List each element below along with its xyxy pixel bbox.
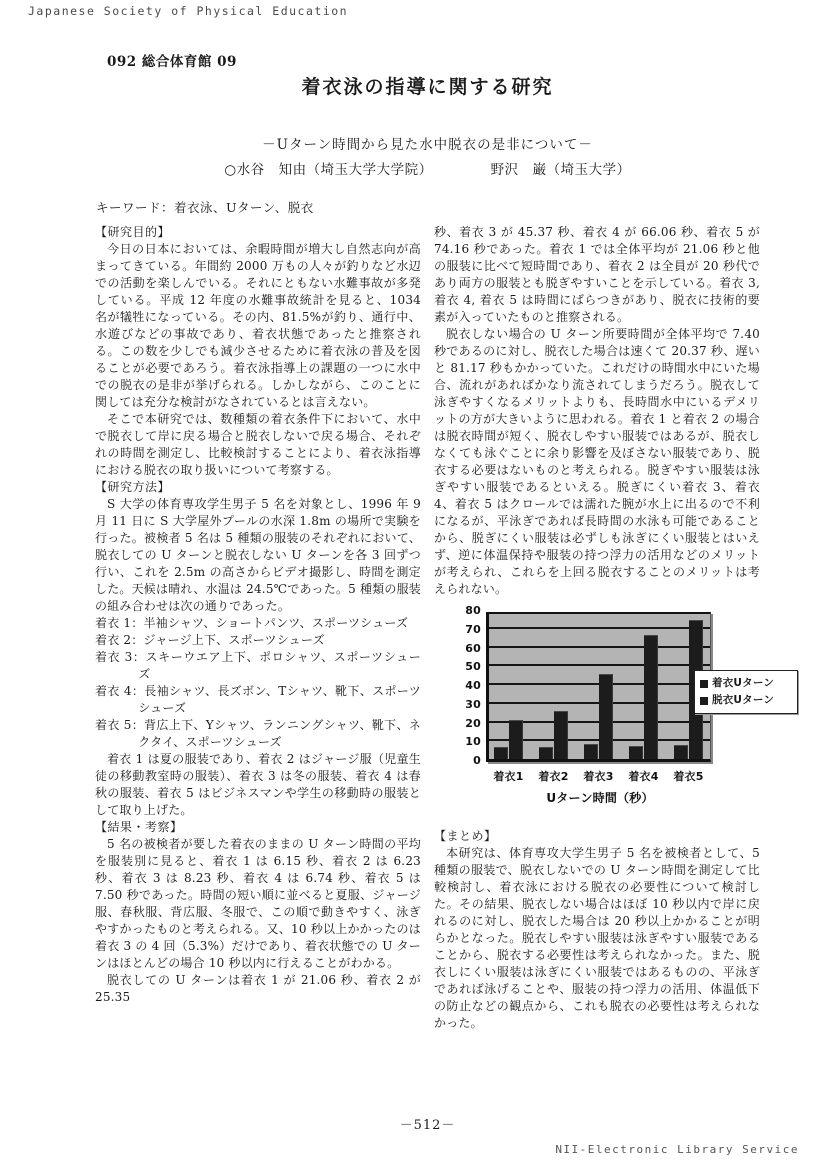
- chart-x-axis-title: Uターン時間（秒）: [546, 791, 654, 805]
- gridline: [489, 627, 710, 629]
- gridline: [489, 646, 710, 648]
- paragraph: 着衣 1 は夏の服装であり、着衣 2 はジャージ服（児童生徒の移動教室時の服装）、着衣 3 は冬の服装、着衣 4 は春秋の服装、着衣 5 はビジネスマンや学生の移動時の服装として取り上げた。: [95, 752, 421, 817]
- y-tick-label: 70: [465, 622, 481, 636]
- y-tick-label: 50: [465, 660, 481, 674]
- section-heading-purpose: 【研究目的】: [95, 225, 171, 239]
- chart-bar: [629, 746, 643, 759]
- clothing-item-4: 着衣 4：長袖シャツ、長ズボン、Tシャツ、靴下、スポーツシューズ: [95, 684, 421, 715]
- legend-label: 着衣Uターン: [712, 677, 775, 689]
- y-tick-label: 40: [465, 679, 481, 692]
- y-tick-label: 80: [465, 604, 481, 617]
- x-category-label: 着衣2: [538, 770, 569, 783]
- paper-title: 着衣泳の指導に関する研究: [301, 76, 554, 98]
- legend-label: 脱衣Uターン: [712, 694, 775, 706]
- top-watermark: Japanese Society of Physical Education: [28, 4, 349, 18]
- left-column: [95, 224, 421, 1032]
- paragraph: 今日の日本においては、余暇時間が増大し自然志向が高まってきている。年間約 2000 万もの人々が釣りなど水辺での活動を楽しんでいる。それにともない水難事故が多発している。平成 12 年度の水難事故統計を見ると、1034 名が犠牲になっている。その内、81.5%が釣り、通行中、水遊びなどの事故であり、着衣状態であったと推察される。この数を少しでも減少させるために着衣泳の普及を図ることが必要であろう。着衣泳指導上の課題の一つに水中での脱衣の是非が挙げられる。しかしながら、このことに関しては充分な検討がなされているとは言えない。: [95, 242, 421, 409]
- legend-marker-icon: [700, 697, 708, 705]
- chart-x-categories: [486, 768, 714, 785]
- x-category-label: 着衣5: [673, 770, 704, 783]
- section-heading-results: 【結果・考察】: [95, 820, 183, 834]
- page-number: －512－: [399, 1118, 456, 1133]
- x-category-label: 着衣1: [493, 770, 524, 783]
- keywords-line: キーワード：着衣泳、Uターン、脱衣: [96, 200, 314, 215]
- clothing-item-3: 着衣 3：スキーウエア上下、ポロシャツ、スポーツシューズ: [95, 650, 421, 681]
- y-tick-label: 0: [473, 754, 481, 767]
- chart-inner: [458, 604, 775, 767]
- author-2: 野沢 巌（埼玉大学）: [490, 162, 631, 178]
- right-column: [434, 224, 775, 1032]
- session-code: 092 総合体育館 09: [107, 54, 237, 70]
- y-tick-label: 60: [465, 641, 481, 655]
- chart-bar: [584, 744, 598, 759]
- chart-bar: [674, 745, 688, 759]
- legend-item: [700, 675, 792, 692]
- y-tick-label: 30: [465, 697, 481, 711]
- clothing-item-5: 着衣 5：背広上下、Yシャツ、ランニングシャツ、靴下、ネクタイ、スポーツシューズ: [95, 718, 421, 749]
- paragraph: 本研究は、体育専攻大学生男子 5 名を被検者として、5 種類の服装で、脱衣しないでの U ターン時間を測定して比較検討し、着衣泳における脱衣の必要性について検討した。その結果、脱衣しない場合はほぼ 10 秒以内で岸に戻れるのに対し、脱衣した場合は 20 秒以上かかることが明らかとなった。脱衣しやすい服装は泳ぎやすい服装であることから、脱衣する必要性は考えられなかった。また、脱衣しにくい服装は泳ぎにくい服装ではあるものの、平泳ぎであれば泳げることや、服装の持つ浮力の活用、体温低下の防止などの観点から、これも脱衣の必要性は考えられなかった。: [434, 846, 760, 1030]
- author-line: [95, 158, 760, 178]
- legend-item: [700, 692, 792, 709]
- gridline: [489, 664, 710, 666]
- y-tick-label: 20: [465, 716, 481, 730]
- body-columns: [95, 224, 775, 1032]
- chart-bar: [509, 720, 523, 759]
- paper-header: [95, 72, 760, 153]
- chart-legend: [694, 670, 798, 714]
- x-category-label: 着衣4: [628, 770, 659, 783]
- x-category-label: 着衣3: [583, 770, 614, 783]
- clothing-item-1: 着衣 1：半袖シャツ、ショートパンツ、スポーツシューズ: [95, 616, 409, 630]
- paragraph: 脱衣しない場合の U ターン所要時間が全体平均で 7.40 秒であるのに対し、脱衣した場合は速くて 20.37 秒、遅いと 81.17 秒もかかっていた。これだけの時間水中にいた場合、流れがあればかなり流されてしまうだろう。脱衣して泳ぎやすくなるメリットよりも、長時間水中にいるデメリットの方が大きいように思われる。着衣 1 と着衣 2 の場合は脱衣時間が短く、脱衣しやすい服装ではあるが、脱衣しなくても泳ぐことに余り影響を及ぼさない服装であり、脱衣する必要はないものと考えられる。脱ぎやすい服装は泳ぎやすい服装であるといえる。脱ぎにくい着衣 3、着衣 4、着衣 5 はクロールでは濡れた腕が水上に出るので不利になるが、平泳ぎであれば長時間の水泳も可能であることから、脱ぎにくい服装は必ずしも泳ぎにくい服装とはいえず、逆に体温保持や服装の持つ浮力の活用などのメリットが考えられ、これらを上回る脱衣することのメリットは考えられない。: [434, 327, 760, 596]
- chart-bar: [539, 747, 553, 759]
- paper-subtitle: －Uターン時間から見た水中脱衣の是非について－: [262, 137, 593, 153]
- author-1: ○水谷 知由（埼玉大学大学院）: [224, 162, 433, 178]
- paragraph: S 大学の体育専攻学生男子 5 名を対象とし、1996 年 9 月 11 日に S 大学屋外プールの水深 1.8m の場所で実験を行った。被検者 5 名は 5 種類の服装のそれぞれにおいて、脱衣しての U ターンと脱衣しない U ターンを各 3 回ずつ行い、これを 2.5m の高さからビデオ撮影し、時間を測定した。天候は晴れ、水温は 24.5℃であった。5 種類の服装の組み合わせは次の通りであった。: [95, 497, 422, 613]
- chart-bar: [554, 711, 568, 759]
- chart-bar: [644, 635, 658, 759]
- paragraph: 脱衣しての U ターンは着衣 1 が 21.06 秒、着衣 2 が 25.35: [95, 973, 421, 1004]
- section-heading-method: 【研究方法】: [95, 480, 171, 494]
- section-heading-summary: 【まとめ】: [434, 829, 497, 843]
- y-tick-label: 10: [465, 735, 481, 749]
- chart-y-axis: [458, 604, 484, 767]
- paragraph: 秒、着衣 3 が 45.37 秒、着衣 4 が 66.06 秒、着衣 5 が 74.16 秒であった。着衣 1 では全体平均が 21.06 秒と他の服装に比べて短時間であり、着衣 2 は全員が 20 秒代であり両方の服装とも脱ぎやすいことを示している。着衣 3, 着衣 4, 着衣 5 は時間にばらつきがあり、脱衣に技術的要素が入っていたものと推察される。: [434, 225, 760, 324]
- chart-bar: [599, 674, 613, 759]
- bottom-watermark: NII-Electronic Library Service: [555, 1143, 799, 1156]
- uturn-time-chart: [458, 604, 775, 818]
- paragraph: 5 名の被検者が要した着衣のままの U ターン時間の平均を服装別に見ると、着衣 1 は 6.15 秒、着衣 2 は 6.23 秒、着衣 3 は 8.23 秒、着衣 4 は 6.74 秒、着衣 5 は 7.50 秒であった。時間の短い順に並べると夏服、ジャージ服、春秋服、背広服、冬服で、この順で動きやすく、泳ぎやすかったものと考えられる。又、10 秒以上かかったのは着衣 3 の 4 回（5.3%）だけであり、着衣状態での U ターンはほとんどの場合 10 秒以内に行えることがわかる。: [95, 837, 421, 970]
- chart-bar: [494, 747, 508, 759]
- paragraph: そこで本研究では、数種類の着衣条件下において、水中で脱衣して岸に戻る場合と脱衣しないで戻る場合、それぞれの時間を測定し、比較検討することにより、着衣泳指導における脱衣の取り扱いについて考察する。: [95, 412, 421, 477]
- legend-marker-icon: [700, 680, 708, 688]
- clothing-item-2: 着衣 2：ジャージ上下、スポーツシューズ: [95, 633, 325, 647]
- chart-plot-area: [486, 612, 711, 762]
